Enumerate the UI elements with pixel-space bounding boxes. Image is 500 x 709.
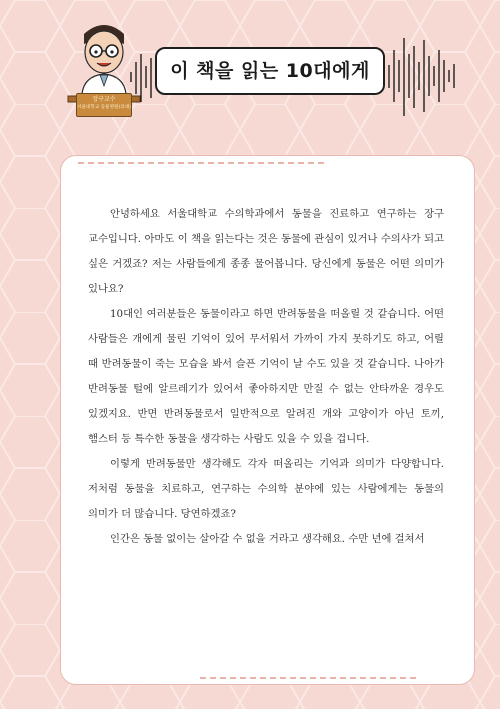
paragraph: 인간은 동물 없이는 살아갈 수 없을 거라고 생각해요. 수만 년에 걸쳐서 <box>110 533 425 545</box>
sound-wave-right <box>386 20 486 130</box>
chapter-header <box>0 0 500 140</box>
paragraph: 10대인 여러분들은 동물이라고 하면 반려동물을 떠올릴 것 같습니다. 어떤 사람들은 개에게 물린 기억이 있어 무서워서 가까이 가지 못하기도 하고, 어릴 때 반려동물이 죽는 모습을 봐서 슬픈 기억이 날 수도 있을 것 같습니다. 나아가 반려동물 털에 알르레기가 있어서 좋아하지만 만질 수 없는 안타까운 경우도 있겠지요. 반면 반려동물로서 일반적으로 알려진 개와 고양이가 아닌 토끼, 햄스터 등 특수한 동물을 생각하는 사람도 있을 수 있을 겁니다. <box>88 308 444 445</box>
paragraph: 안녕하세요 서울대학교 수의학과에서 동물을 진료하고 연구하는 장구 교수입니다. 아마도 이 책을 읽는다는 것은 동물에 관심이 있거나 수의사가 되고 싶은 거겠죠? 저는 사람들에게 종종 물어봅니다. 당신에게 동물은 어떤 의미가 있나요? <box>88 208 444 295</box>
nameplate-org: 서울대학교 동물병원(의대) <box>77 105 131 110</box>
title-bubble <box>155 47 385 95</box>
paragraph: 이렇게 반려동물만 생각해도 각자 떠올리는 기억과 의미가 다양합니다. 저처럼 동물을 치료하고, 연구하는 수의학 분야에 있는 사람에게는 동물의 의미가 더 많습니다. 당연하겠죠? <box>88 458 444 520</box>
decorative-dashes-top <box>78 162 328 164</box>
decorative-dashes-bottom <box>200 677 420 679</box>
page-title: 이 책을 읽는 10대에게 <box>170 60 370 82</box>
nameplate-name: 장구교수 <box>92 96 116 103</box>
nameplate <box>76 93 132 117</box>
sound-wave-left <box>128 32 158 122</box>
body-text <box>88 202 444 552</box>
